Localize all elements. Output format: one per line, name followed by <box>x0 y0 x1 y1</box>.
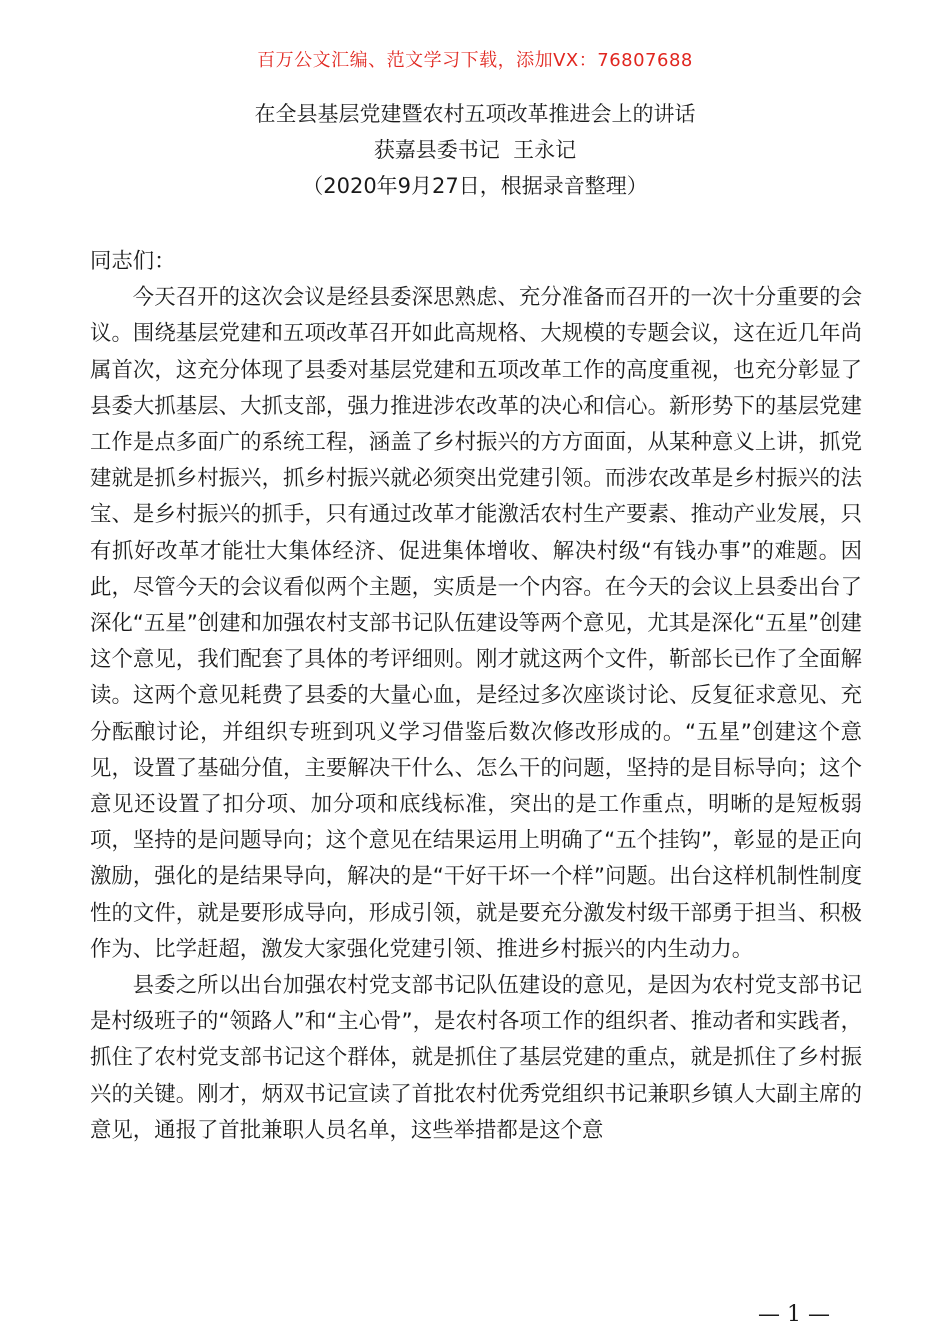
paragraph: 县委之所以出台加强农村党支部书记队伍建设的意见，是因为农村党支部书记是村级班子的“领路人”和“主心骨”，是农村各项工作的组织者、推动者和实践者，抓住了农村党支部书记这个群体，就是抓住了基层党建的重点，就是抓住了乡村振兴的关键。刚才，炳双书记宣读了首批农村优秀党组织书记兼职乡镇人大副主席的意见，通报了首批兼职人员名单，这些举措都是这个意 <box>90 973 862 1143</box>
date-note: （2020年9月27日，根据录音整理） <box>302 174 648 198</box>
speech-body <box>90 244 862 1149</box>
advertisement-banner: 百万公文汇编、范文学习下载，添加VX：76807688 <box>257 50 693 71</box>
page-number: — 1 — <box>758 1302 830 1327</box>
title-block <box>0 96 950 204</box>
speech-title: 在全县基层党建暨农村五项改革推进会上的讲话 <box>254 102 696 126</box>
salutation: 同志们： <box>90 249 176 274</box>
speaker-line: 获嘉县委书记 王永记 <box>373 138 577 162</box>
paragraph: 今天召开的这次会议是经县委深思熟虑、充分准备而召开的一次十分重要的会议。围绕基层党建和五项改革召开如此高规格、大规模的专题会议，这在近几年尚属首次，这充分体现了县委对基层党建和五项改革工作的高度重视，也充分彰显了县委大抓基层、大抓支部，强力推进涉农改革的决心和信心。新形势下的基层党建工作是点多面广的系统工程，涵盖了乡村振兴的方方面面，从某种意义上讲，抓党建就是抓乡村振兴，抓乡村振兴就必须突出党建引领。而涉农改革是乡村振兴的法宝、是乡村振兴的抓手，只有通过改革才能激活农村生产要素、推动产业发展，只有抓好改革才能壮大集体经济、促进集体增收、解决村级“有钱办事”的难题。因此，尽管今天的会议看似两个主题，实质是一个内容。在今天的会议上县委出台了深化“五星”创建和加强农村支部书记队伍建设等两个意见，尤其是深化“五星”创建这个意见，我们配套了具体的考评细则。刚才就这两个文件，靳部长已作了全面解读。这两个意见耗费了县委的大量心血，是经过多次座谈讨论、反复征求意见、充分酝酿讨论，并组织专班到巩义学习借鉴后数次修改形成的。“五星”创建这个意见，设置了基础分值，主要解决干什么、怎么干的问题，坚持的是目标导向；这个意见还设置了扣分项、加分项和底线标准，突出的是工作重点，明晰的是短板弱项，坚持的是问题导向；这个意见在结果运用上明确了“五个挂钩”，彰显的是正向激励，强化的是结果导向，解决的是“干好干坏一个样”问题。出台这样机制性制度性的文件，就是要形成导向，形成引领，就是要充分激发村级干部勇于担当、积极作为、比学赶超，激发大家强化党建引领、推进乡村振兴的内生动力。 <box>90 285 862 962</box>
